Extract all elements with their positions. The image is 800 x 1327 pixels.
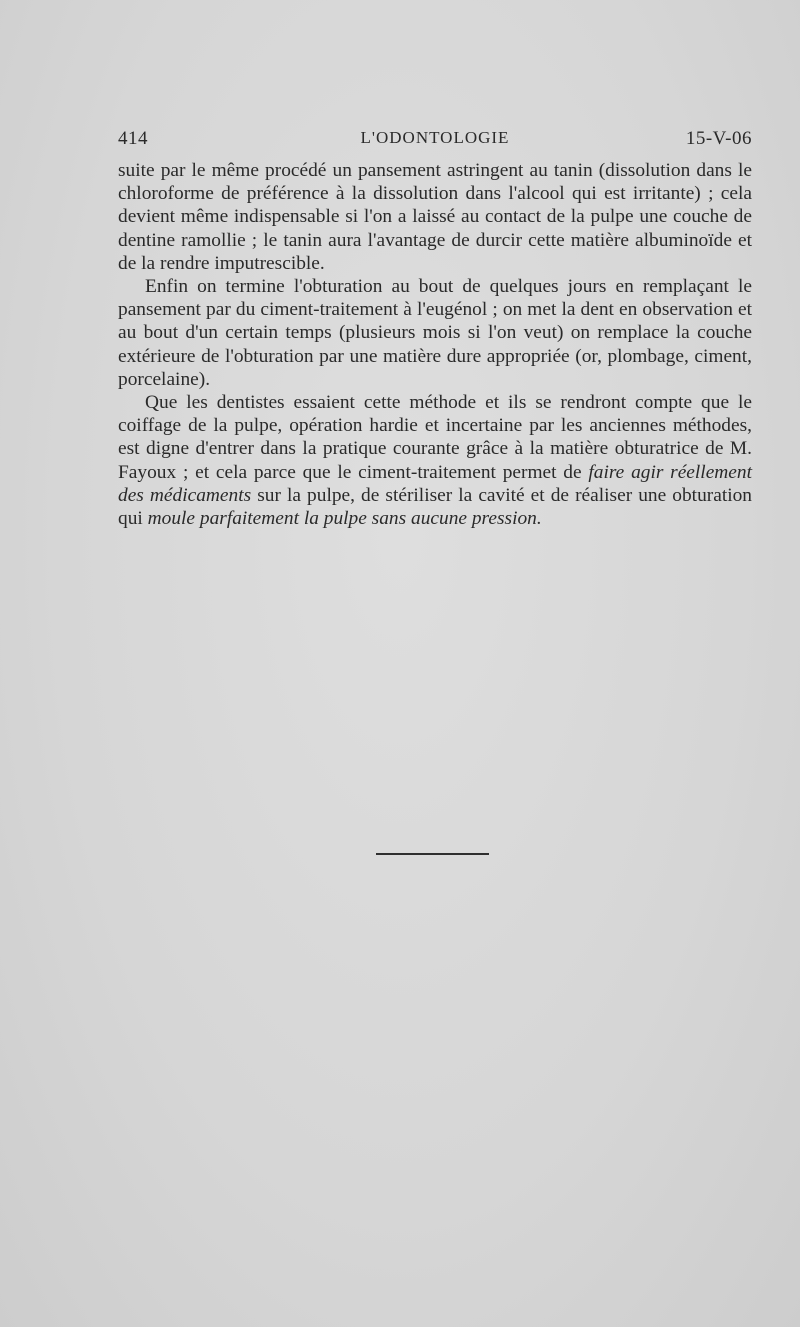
paragraph-2-text: Enfin on termine l'obturation au bout de quelques jours en remplaçant le pansement par du ciment-traitement à l'eugénol ; on met la dent en observation et au bout d'un certain temps (plusieurs mois si l'on veut) on remplace la couche extérieure de l'obturation par une matière dure appropriée (or, plombage, ciment, porcelaine). <box>118 276 752 390</box>
running-header <box>118 128 752 154</box>
paragraph-3-italic-b: moule parfaitement la pulpe sans aucune pression. <box>147 508 542 530</box>
paragraph-3 <box>118 391 752 530</box>
paragraph-3-text-b: sur la pulpe, de stériliser la cavité et de réaliser une obturation qui <box>118 484 752 530</box>
paragraph-1 <box>118 159 752 275</box>
section-end-rule <box>376 853 489 855</box>
issue-date: 15-V-06 <box>685 128 752 149</box>
page-number: 414 <box>118 128 148 149</box>
article-body <box>118 159 752 530</box>
journal-title: L'ODONTOLOGIE <box>360 128 510 147</box>
paragraph-1-text: suite par le même procédé un pansement astringent au tanin (dissolution dans le chloroforme de préférence à la dissolution dans l'alcool qui est irritante) ; cela devient même indispensable si l'on a laissé au contact de la pulpe une couche de dentine ramollie ; le tanin aura l'avantage de durcir cette matière albuminoïde et de la rendre imputrescible. <box>118 160 752 274</box>
paragraph-3-italic-a: faire agir réellement des médicaments <box>118 461 752 506</box>
paragraph-2 <box>118 275 752 391</box>
paragraph-3-text-a: Que les dentistes essaient cette méthode et ils se rendront compte que le coiffage de la pulpe, opération hardie et incertaine par les anciennes méthodes, est digne d'entrer dans la pratique courante grâce à la matière obturatrice de M. Fayoux ; et cela parce que le ciment-traitement permet de <box>118 392 752 483</box>
